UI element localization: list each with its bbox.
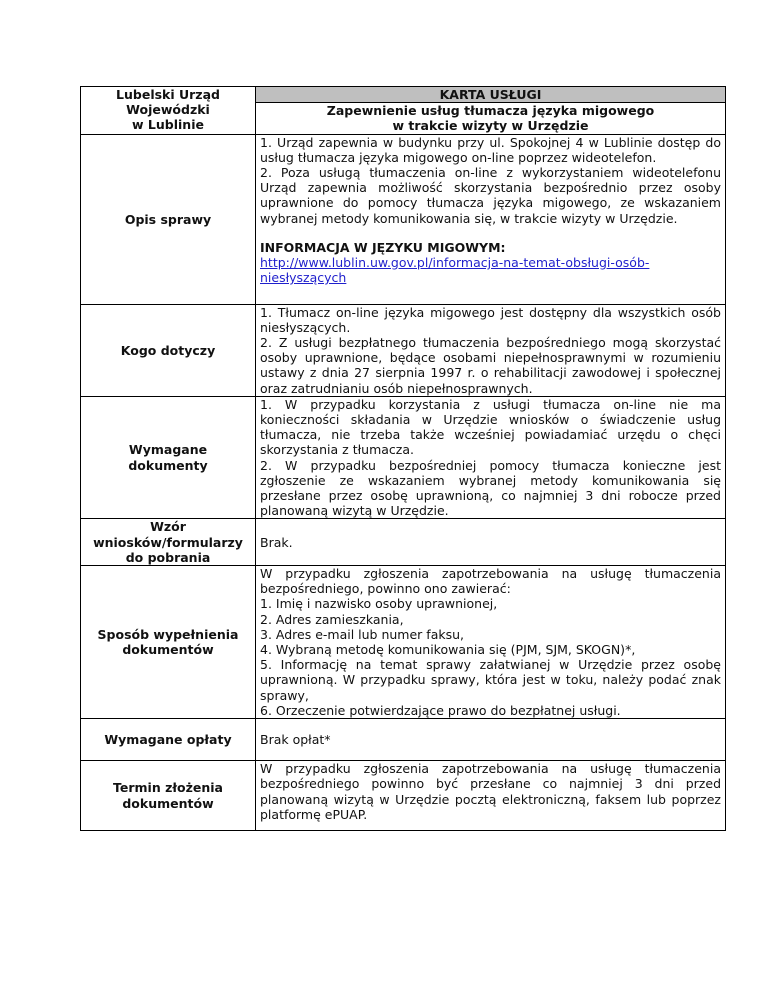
- list-item: 5. Informację na temat sprawy załatwianej w Urzędzie przez osobę uprawnioną. W przypadku sprawy, która jest w toku, należy podać znak sprawy,: [260, 657, 721, 703]
- label-sposob-line2: dokumentów: [122, 642, 214, 658]
- row-termin-zlozenia: [81, 761, 726, 831]
- office-name-line2: Wojewódzki: [126, 102, 210, 118]
- value-wzor-wnioskow: Brak.: [256, 519, 726, 566]
- label-dokumenty-line1: Wymagane: [128, 442, 208, 458]
- service-title-line1: Zapewnienie usług tłumacza języka migowego: [326, 103, 655, 119]
- label-wymagane-oplaty: Wymagane opłaty: [81, 719, 256, 761]
- opis-paragraph-1: 1. Urząd zapewnia w budynku przy ul. Spokojnej 4 w Lublinie dostęp do usług tłumacza języka migowego on-line poprzez wideotelefon.: [260, 134, 721, 165]
- value-wymagane-oplaty: Brak opłat*: [256, 719, 726, 761]
- label-termin-line1: Termin złożenia: [113, 780, 223, 796]
- sign-language-info-heading: INFORMACJA W JĘZYKU MIGOWYM:: [260, 239, 506, 255]
- row-opis-sprawy: [81, 134, 726, 304]
- label-wzor-wnioskow: [81, 519, 256, 566]
- list-item: 6. Orzeczenie potwierdzające prawo do bezpłatnej usługi.: [260, 702, 621, 718]
- list-item: 3. Adres e-mail lub numer faksu,: [260, 626, 464, 642]
- office-name-line3: w Lublinie: [132, 117, 204, 133]
- value-wymagane-dokumenty: [256, 396, 726, 519]
- kogo-paragraph-2: 2. Z usługi bezpłatnego tłumaczenia bezpośredniego mogą skorzystać osoby uprawnione, będące osobami niepełnosprawnymi w rozumieniu ustawy z dnia 27 sierpnia 1997 r. o rehabilitacji zawodowej i społecznej oraz zatrudnianiu osób niepełnosprawnych.: [260, 335, 721, 396]
- kogo-paragraph-1: 1. Tłumacz on-line języka migowego jest dostępny dla wszystkich osób niesłyszących.: [260, 304, 721, 335]
- row-wymagane-dokumenty: [81, 396, 726, 519]
- value-opis-sprawy: [256, 134, 726, 304]
- label-termin-zlozenia: [81, 761, 256, 831]
- label-wymagane-dokumenty: [81, 396, 256, 519]
- label-opis-sprawy: Opis sprawy: [81, 134, 256, 304]
- label-wzor-line3: do pobrania: [125, 549, 211, 565]
- list-item: 4. Wybraną metodę komunikowania się (PJM, SJM, SKOGN)*,: [260, 642, 636, 658]
- dokumenty-paragraph-1: 1. W przypadku korzystania z usługi tłumacza on-line nie ma konieczności składania w Urzędzie wniosków o świadczenie usług tłumacza, nie trzeba także wcześniej powiadamiać urzędu o chęci skorzystania z tłumacza.: [260, 396, 721, 458]
- label-wzor-line1: Wzór: [150, 519, 186, 535]
- label-wzor-line2: wniosków/formularzy: [93, 534, 243, 550]
- label-termin-line2: dokumentów: [122, 795, 214, 811]
- sign-language-info-link[interactable]: http://www.lublin.uw.gov.pl/informacja-na-temat-obsługi-osób-niesłyszących: [260, 255, 650, 286]
- service-card-document: [80, 86, 721, 831]
- label-dokumenty-line2: dokumenty: [128, 457, 208, 473]
- dokumenty-paragraph-2: 2. W przypadku bezpośredniej pomocy tłumacza konieczne jest zgłoszenie ze wskazaniem wybranej metody komunikowania się przesłane przez osobę uprawnioną, co najmniej 3 dni robocze przed planowaną wizytą w Urzędzie.: [260, 457, 721, 519]
- office-name-line1: Lubelski Urząd: [116, 87, 220, 102]
- value-termin-zlozenia: [256, 761, 726, 831]
- label-sposob-line1: Sposób wypełnienia: [97, 626, 239, 642]
- row-sposob-wypelnienia: [81, 566, 726, 719]
- opis-paragraph-2: 2. Poza usługą tłumaczenia on-line z wykorzystaniem wideotelefonu Urząd zapewnia możliwość skorzystania bezpośrednio przez osoby uprawnione do pomocy tłumacza języka migowego, ze wskazaniem wybranej metody komunikowania się, w trakcie wizyty w Urzędzie.: [260, 165, 721, 226]
- service-card-table: [80, 86, 726, 831]
- service-title-cell: [256, 87, 726, 135]
- office-name-cell: [81, 87, 256, 135]
- row-wzor-wnioskow: [81, 519, 726, 566]
- value-kogo-dotyczy: [256, 304, 726, 396]
- row-kogo-dotyczy: [81, 304, 726, 396]
- row-wymagane-oplaty: [81, 719, 726, 761]
- value-sposob-wypelnienia: [256, 566, 726, 719]
- termin-paragraph: W przypadku zgłoszenia zapotrzebowania na usługę tłumaczenia bezpośredniego powinno być przesłane co najmniej 3 dni przed planowaną wizytą w Urzędzie pocztą elektroniczną, faksem lub poprzez platformę ePUAP.: [260, 761, 721, 822]
- label-sposob-wypelnienia: [81, 566, 256, 719]
- label-kogo-dotyczy: Kogo dotyczy: [81, 304, 256, 396]
- card-title: KARTA USŁUGI: [256, 87, 725, 103]
- list-item: 1. Imię i nazwisko osoby uprawnionej,: [260, 596, 498, 612]
- sposob-intro: W przypadku zgłoszenia zapotrzebowania na usługę tłumaczenia bezpośredniego, powinno ono zawierać:: [260, 566, 721, 597]
- list-item: 2. Adres zamieszkania,: [260, 611, 404, 627]
- header-row: [81, 87, 726, 135]
- service-title-line2: w trakcie wizyty w Urzędzie: [392, 118, 589, 134]
